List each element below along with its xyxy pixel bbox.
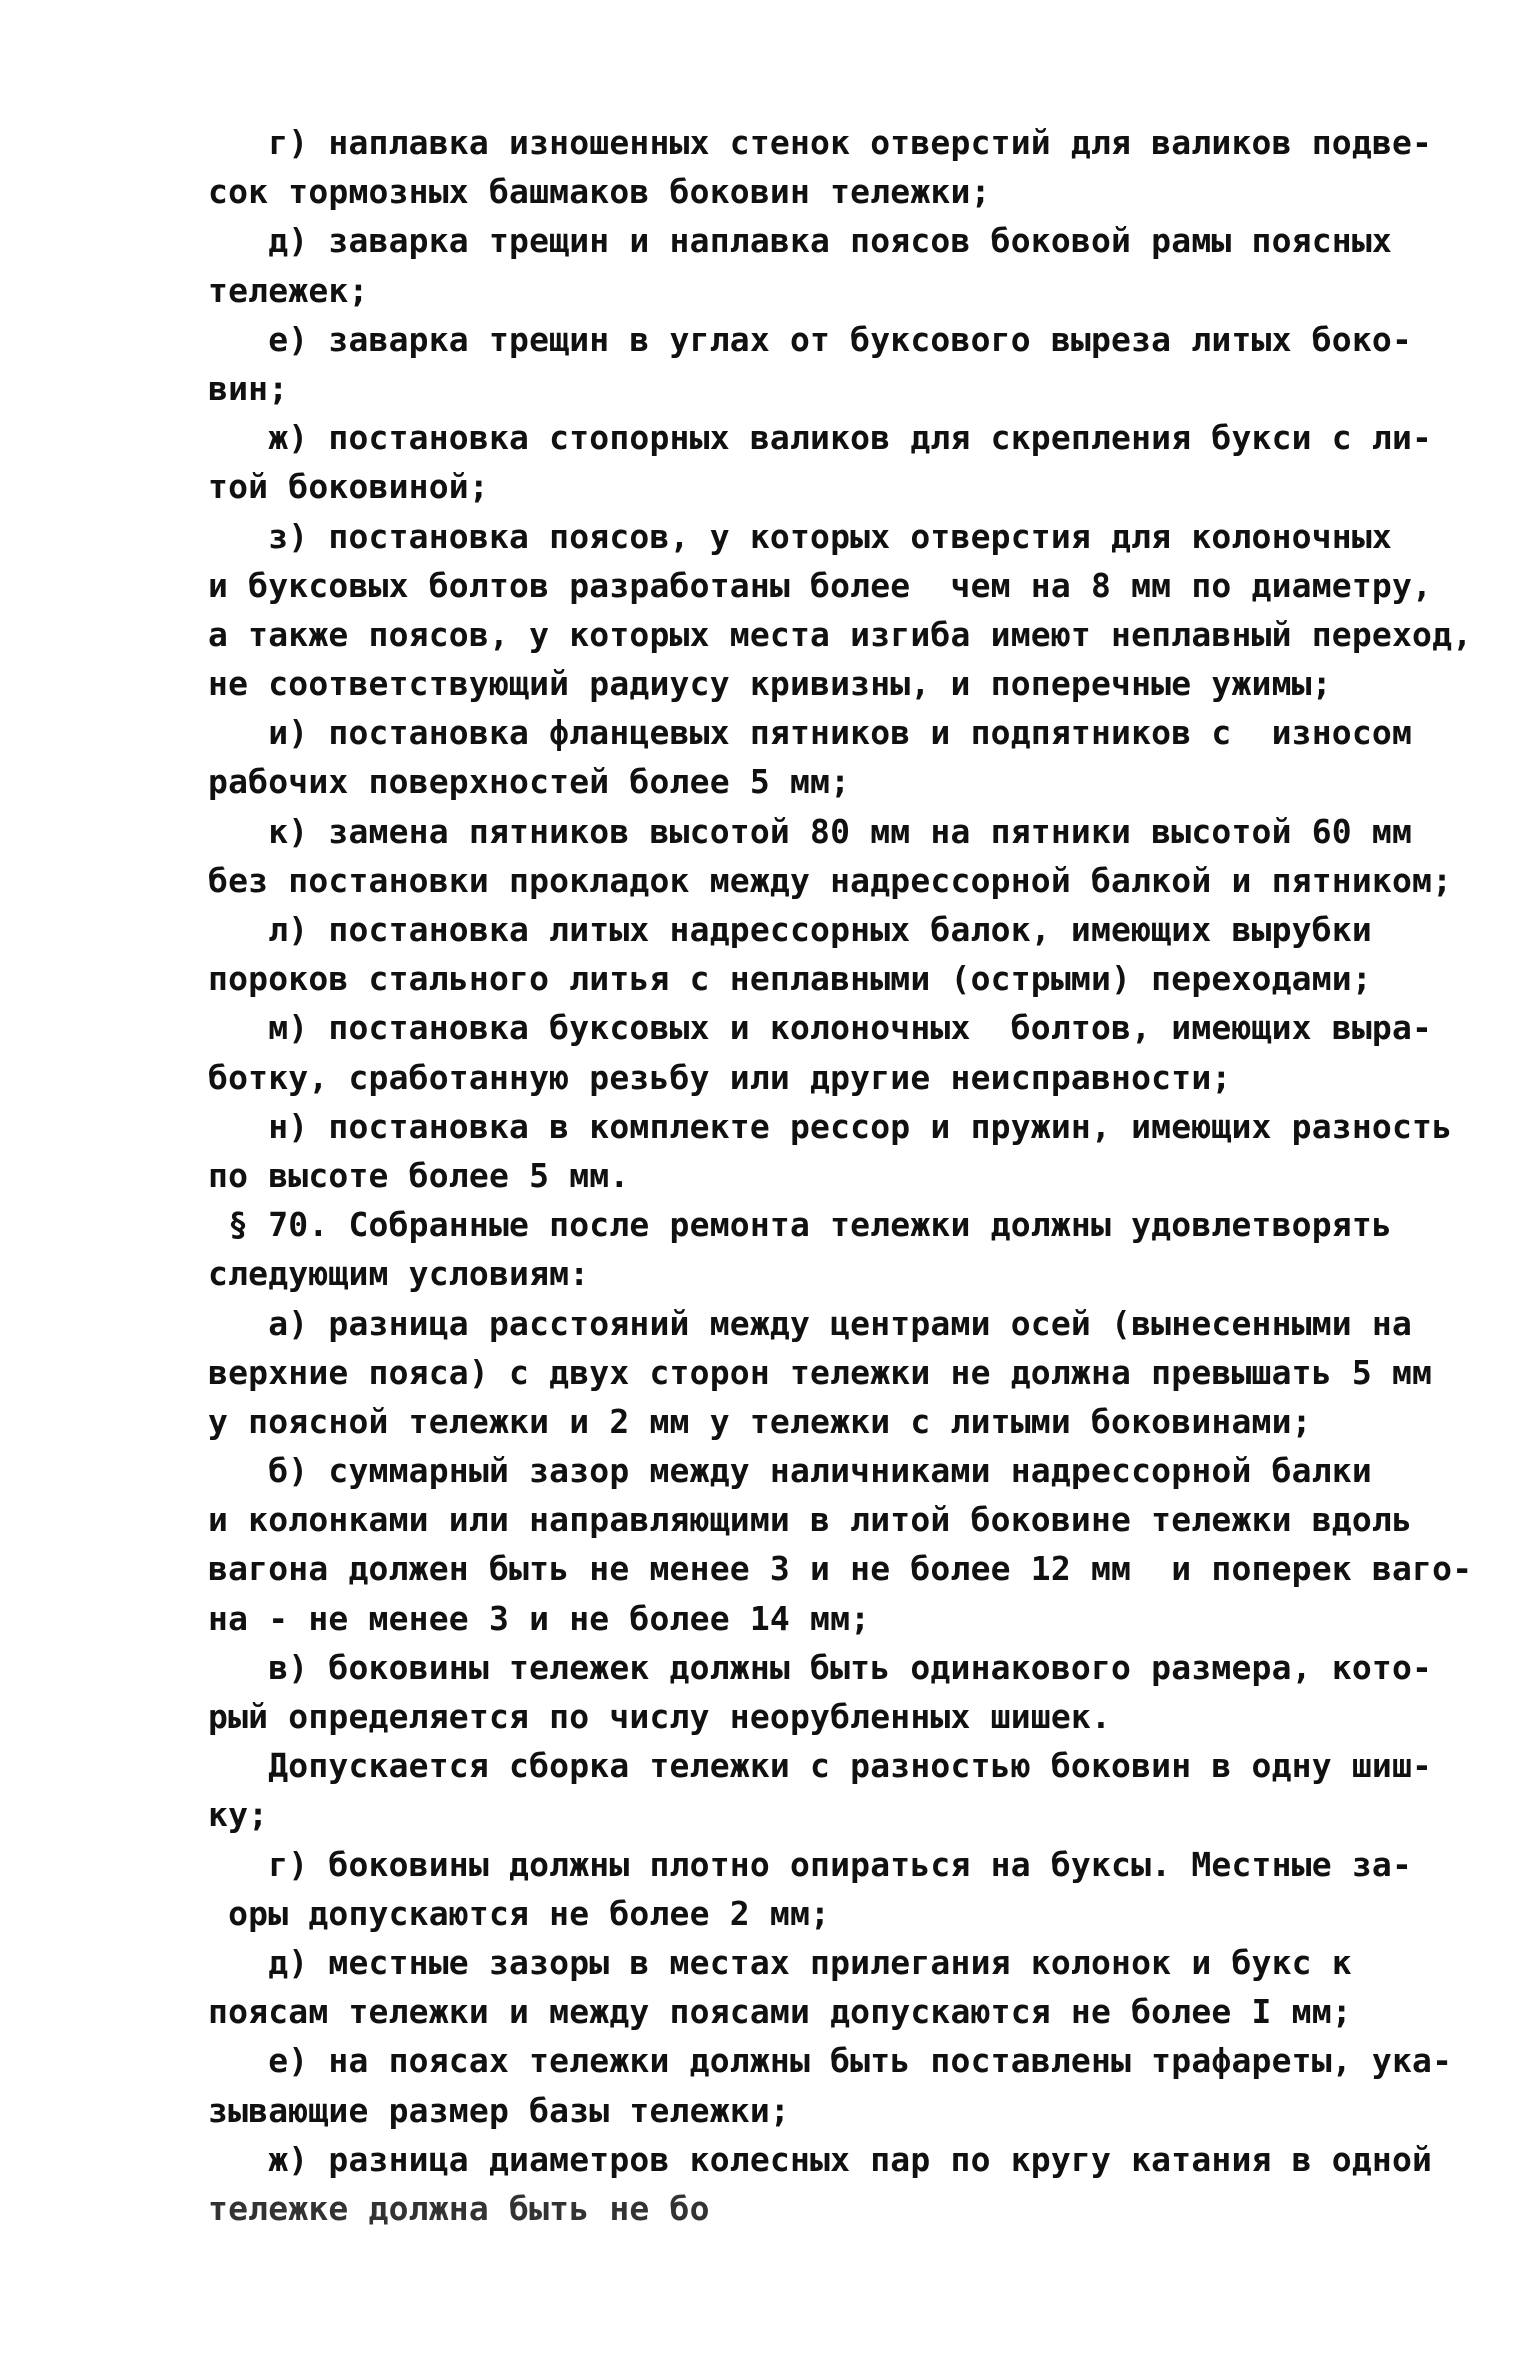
text-line: ботку, сработанную резьбу или другие неисправности; xyxy=(208,1057,1232,1097)
text-line: тележек; xyxy=(208,270,369,310)
text-line: вин; xyxy=(208,368,289,408)
text-line: у поясной тележки и 2 мм у тележки с литыми боковинами; xyxy=(208,1401,1312,1441)
document-body xyxy=(208,118,1473,2233)
text-line: и) постановка фланцевых пятников и подпятников с износом xyxy=(208,713,1413,753)
text-line: б) суммарный зазор между наличниками надрессорной балки xyxy=(208,1451,1372,1491)
text-line: сок тормозных башмаков боковин тележки; xyxy=(208,172,991,212)
text-line: д) заварка трещин и наплавка поясов боковой рамы поясных xyxy=(208,221,1392,261)
text-line: ж) разница диаметров колесных пар по кругу катания в одной xyxy=(208,2139,1433,2179)
text-line: и колонками или направляющими в литой боковине тележки вдоль xyxy=(208,1500,1413,1540)
text-line: д) местные зазоры в местах прилегания колонок и букс к xyxy=(208,1942,1352,1982)
section-heading: § 70. Собранные после ремонта тележки должны удовлетворять xyxy=(208,1205,1392,1245)
text-line: верхние пояса) с двух сторон тележки не должна превышать 5 мм xyxy=(208,1352,1433,1392)
text-line: м) постановка буксовых и колоночных болтов, имеющих выра- xyxy=(208,1008,1433,1048)
text-line: не соответствующий радиусу кривизны, и поперечные ужимы; xyxy=(208,664,1332,704)
text-line: без постановки прокладок между надрессорной балкой и пятником; xyxy=(208,860,1453,900)
text-line: пороков стального литья с неплавными (острыми) переходами; xyxy=(208,959,1372,999)
text-line: л) постановка литых надрессорных балок, имеющих вырубки xyxy=(208,910,1372,949)
text-line: е) заварка трещин в углах от буксового выреза литых боко- xyxy=(208,319,1413,359)
text-line: оры допускаются не более 2 мм; xyxy=(208,1893,831,1933)
text-line: ж) постановка стопорных валиков для скрепления букси с ли- xyxy=(208,418,1433,458)
text-line: на - не менее 3 и не более 14 мм; xyxy=(208,1598,871,1638)
text-line: рый определяется по числу неорубленных шишек. xyxy=(208,1697,1112,1736)
text-line: г) наплавка изношенных стенок отверстий для валиков подве- xyxy=(208,123,1433,162)
text-line: вагона должен быть не менее 3 и не более 12 мм и поперек ваго- xyxy=(208,1549,1473,1589)
text-line-truncated: тележке должна быть не бо xyxy=(208,2188,770,2228)
text-line: следующим условиям: xyxy=(208,1254,590,1294)
text-line: н) постановка в комплекте рессор и пружин, имеющих разность xyxy=(208,1106,1453,1146)
text-line: по высоте более 5 мм. xyxy=(208,1155,630,1195)
text-line: з) постановка поясов, у которых отверстия для колоночных xyxy=(208,516,1392,556)
text-line: ку; xyxy=(208,1795,269,1835)
text-line: рабочих поверхностей более 5 мм; xyxy=(208,762,851,802)
text-line: а) разница расстояний между центрами осей (вынесенными на xyxy=(208,1303,1413,1343)
text-line: и буксовых болтов разработаны более чем на 8 мм по диаметру, xyxy=(208,565,1433,605)
text-line: г) боковины должны плотно опираться на буксы. Местные за- xyxy=(208,1844,1413,1884)
text-line: а также поясов, у которых места изгиба имеют неплавный переход, xyxy=(208,614,1473,654)
text-line: к) замена пятников высотой 80 мм на пятники высотой 60 мм xyxy=(208,811,1413,851)
text-line: зывающие размер базы тележки; xyxy=(208,2090,790,2130)
text-line: Допускается сборка тележки с разностью боковин в одну шиш- xyxy=(208,1746,1433,1786)
text-line: поясам тележки и между поясами допускаются не более I мм; xyxy=(208,1992,1352,2032)
text-line: в) боковины тележек должны быть одинакового размера, кото- xyxy=(208,1647,1433,1687)
text-line: е) на поясах тележки должны быть поставлены трафареты, ука- xyxy=(208,2041,1453,2081)
text-line: той боковиной; xyxy=(208,467,489,507)
